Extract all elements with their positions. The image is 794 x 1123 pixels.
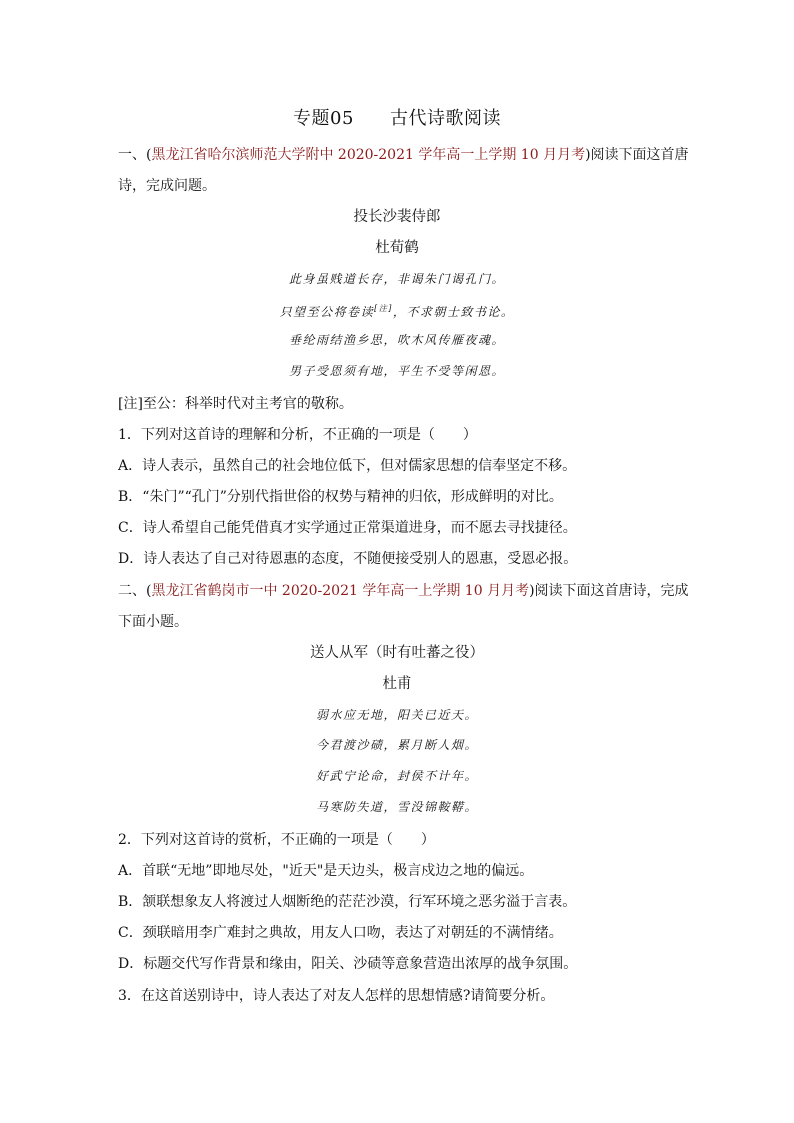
poem2-title: 送人从军（时有吐蕃之役） [310,645,484,661]
poem1-line: 垂纶雨结渔乡思，吹木风传雁夜魂。 [288,333,505,347]
q2-option-c: C．颈联暗用李广难封之典故，用友人口吻，表达了对朝廷的不满情绪。 [118,925,563,941]
q1-option-c: C．诗人希望自己能凭借真才实学通过正常渠道进身，而不愿去寻找捷径。 [118,520,577,536]
q1-option-b: B．“朱门”“孔门”分别代指世俗的权势与精神的归依，形成鲜明的对比。 [118,489,563,505]
q1-option-d: D．诗人表达了自己对待恩惠的态度，不随便接受别人的恩惠，受恩必报。 [118,551,578,567]
poem2-author: 杜甫 [382,676,412,692]
poem1-line: 此身虽贱道长存，非谒朱门谒孔门。 [288,272,505,286]
q1-option-a: A．诗人表示，虽然自己的社会地位低下，但对儒家思想的信奉坚定不移。 [118,458,577,474]
section2-intro: 二、(黑龙江省鹤岗市一中 2020-2021 学年高一上学期 10 月月考)阅读下面这首唐诗，完成 [118,583,689,599]
section1-source: 黑龙江省哈尔滨师范大学附中 2020-2021 学年高一上学期 10 月月考 [151,147,586,163]
page-title [0,104,794,130]
section2-intro-line2: 下面小题。 [118,614,188,630]
poem2-line: 今君渡沙碛，累月断人烟。 [315,738,478,752]
q2-option-a: A．首联“无地”即地尽处，"近天"是天边头，极言戍边之地的偏远。 [118,863,534,879]
footnote: [注]至公：科举时代对主考官的敬称。 [118,396,353,412]
question-2: 2．下列对这首诗的赏析，不正确的一项是（ ） [118,832,435,848]
section2-source: 黑龙江省鹤岗市一中 2020-2021 学年高一上学期 10 月月考 [151,583,530,599]
question-3: 3．在这首送别诗中，诗人表达了对友人怎样的思想情感?请简要分析。 [118,988,555,1004]
poem1-line: 男子受恩须有地，平生不受等闲恩。 [288,364,505,378]
poem2-line: 好武宁论命，封侯不计年。 [315,769,478,783]
topic-name: 古代诗歌阅读 [389,108,501,129]
section1-intro: 一、(黑龙江省哈尔滨师范大学附中 2020-2021 学年高一上学期 10 月月考)阅读下面这首唐 [118,147,689,163]
topic-number: 专题05 [293,108,354,129]
q2-option-b: B．颔联想象友人将渡过人烟断绝的茫茫沙漠，行军环境之恶劣溢于言表。 [118,894,577,910]
q2-option-d: D．标题交代写作背景和缘由，阳关、沙碛等意象营造出浓厚的战争氛围。 [118,956,578,972]
poem1-footnote-marker: [注] [374,304,393,313]
poem1-author: 杜荀鹤 [375,240,419,256]
section1-intro-line2: 诗，完成问题。 [118,178,216,194]
poem1-title: 投长沙裴侍郎 [353,209,441,225]
question-1: 1．下列对这首诗的理解和分析，不正确的一项是（ ） [118,427,477,443]
poem1-line: 只望至公将卷读[注]，不求朝士致书论。 [279,304,515,319]
poem2-line: 马寒防失道，雪没锦鞍鞯。 [315,800,478,814]
poem2-line: 弱水应无地，阳关已近天。 [315,708,478,722]
